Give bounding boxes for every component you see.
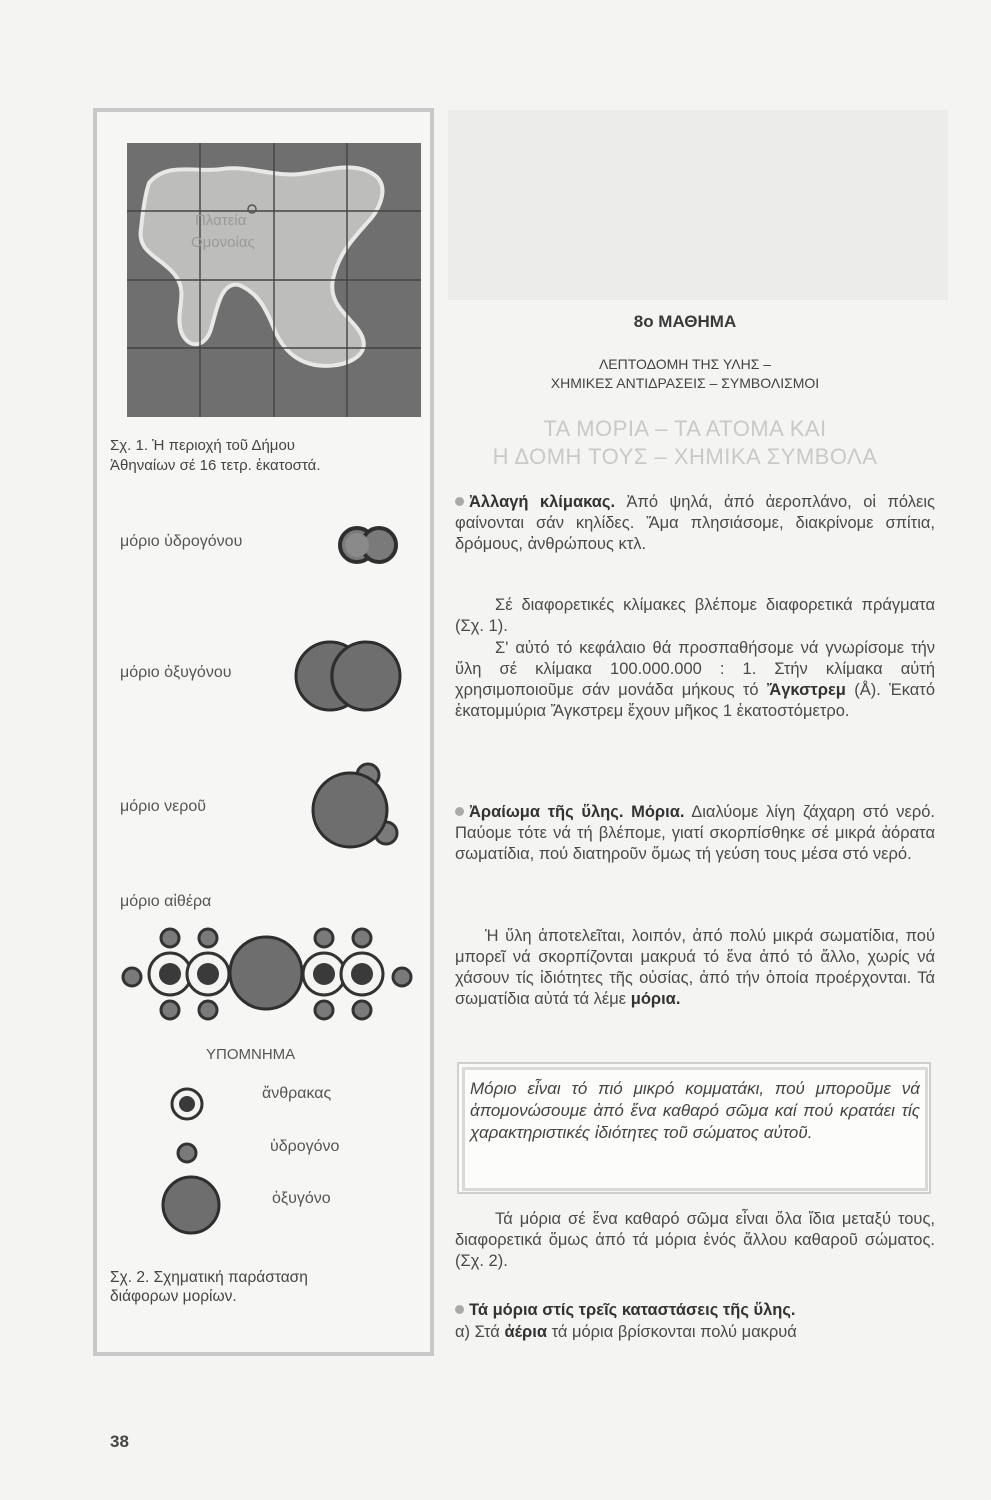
pure-substance-paragraph: Τά μόρια σέ ἕνα καθαρό σῶμα εἶναι ὅλα ἴδια μεταξύ τους, διαφορετικά ὅμως ἀπό τά μόρια ἑνός ἄλλου καθαροῦ σώματος. (Σχ. 2).	[455, 1210, 935, 1270]
bullet-icon	[455, 1305, 464, 1314]
definition-text: Μόριο εἶναι τό πιό μικρό κομματάκι, πού μποροῦμε νά ἀπομονώσουμε ἀπό ἕνα καθαρό σῶμα καί πού κρατάει τίς χαρακτηριστικές ἰδιότητες τοῦ σώματος αὐτοῦ.	[470, 1079, 920, 1142]
figure1-caption-line1: Σχ. 1. Ἡ περιοχή τοῦ Δήμου	[110, 437, 295, 454]
carbon-legend-label: ἄνθρακας	[262, 1085, 332, 1102]
states-heading: Τά μόρια στίς τρεῖς καταστάσεις τῆς ὕλης.	[469, 1301, 796, 1319]
figure1-caption-line2: Ἀθηναίων σέ 16 τετρ. ἑκατοστά.	[110, 457, 321, 474]
lesson-number: 8ο ΜΑΘΗΜΑ	[633, 312, 737, 331]
scale-change-paragraph	[455, 492, 935, 555]
dilution-heading: Ἀραίωμα τῆς ὕλης. Μόρια.	[469, 803, 685, 821]
water-molecule-diagram	[308, 755, 408, 855]
ether-molecule-diagram	[110, 925, 420, 1025]
states-of-matter-paragraph	[455, 1300, 935, 1321]
lesson-subtitle-line1: ΛΕΠΤΟΔΟΜΗ ΤΗΣ ΥΛΗΣ –	[598, 356, 772, 372]
dilution-text: Διαλύομε λίγη ζάχαρη στό νερό. Παύομε τότε νά τή βλέπομε, γιατί σκορπίσθηκε σέ μικρά ἀόρατα σωματίδια, πού διατηροῦν ὅμως τή γεύση τους μέσα στό νερό.	[455, 803, 935, 863]
page-number: 38	[110, 1432, 129, 1451]
matter-text: Ἡ ὕλη ἀποτελεῖται, λοιπόν, ἀπό πολύ μικρά σωματίδια, πού μπορεῖ νά σκορπίζονται μακρυά τό ἕνα ἀπό τό ἄλλο, χωρίς νά χάσουν τίς ἰδιότητες τῆς οὐσίας, ἀπό τήν ὁποία προέρχονται. Τά σωματίδια αὐτά τά λέμε	[455, 927, 935, 1008]
gases-text-b: τά μόρια βρίσκονται πολύ μακρυά	[551, 1323, 797, 1341]
faded-background-area	[448, 110, 948, 300]
molecules-term: μόρια.	[630, 990, 681, 1008]
scale-paragraph-3	[455, 638, 935, 722]
dilution-paragraph	[455, 802, 935, 865]
hydrogen-molecule-diagram	[335, 523, 405, 567]
bullet-icon	[455, 497, 464, 506]
ether-molecule-label: μόριο αἰθέρα	[120, 893, 212, 910]
scale-paragraph-3-text-b: (Å). Ἑκατό ἑκατομμύρια Ἄγκστρεμ ἔχουν μῆκος 1 ἑκατοστόμετρο.	[455, 681, 935, 720]
scale-paragraph-3-text-a: Σ' αὐτό τό κεφάλαιο θά προσπαθήσομε νά γνωρίσομε τήν ὕλη σέ κλίμακα 100.000.000 : 1. Στήν κλίμακα αὐτή χρησιμοποιοῦμε σάν μονάδα μήκους τό	[455, 639, 935, 699]
oxygen-legend-label: ὀξυγόνο	[272, 1190, 331, 1207]
legend-title: ΥΠΟΜΝΗΜΑ	[206, 1046, 296, 1063]
matter-paragraph	[455, 926, 935, 1010]
oxygen-legend-icon	[158, 1172, 224, 1238]
athens-map-figure	[127, 143, 421, 417]
bullet-icon	[455, 807, 464, 816]
hydrogen-molecule-label: μόριο ὑδρογόνου	[120, 533, 243, 550]
carbon-legend-icon	[165, 1082, 209, 1126]
figure2-caption-line2: διάφορων μορίων.	[110, 1288, 237, 1305]
oxygen-molecule-label: μόριο ὀξυγόνου	[120, 664, 232, 681]
hydrogen-legend-icon	[172, 1138, 202, 1168]
oxygen-molecule-diagram	[288, 636, 408, 716]
chapter-title-line1: ΤΑ ΜΟΡΙΑ – ΤΑ ΑΤΟΜΑ ΚΑΙ	[543, 416, 827, 441]
scale-paragraph-2: Σέ διαφορετικές κλίμακες βλέπομε διαφορετικά πράγματα (Σχ. 1).	[455, 596, 935, 635]
scale-change-text: Ἀπό ψηλά, ἀπό ἀεροπλάνο, οἱ πόλεις φαίνονται σάν κηλίδες. Ἅμα πλησιάσομε, διακρίνομε σπίτια, δρόμους, ἀνθρώπους κτλ.	[455, 493, 935, 553]
angstrom-term: Ἄγκστρεμ	[766, 681, 846, 699]
scale-change-heading: Ἀλλαγή κλίμακας.	[469, 493, 616, 511]
map-label-1: Πλατεία	[195, 212, 247, 229]
gases-text-a: α) Στά	[455, 1323, 500, 1341]
water-molecule-label: μόριο νεροῦ	[120, 798, 206, 815]
hydrogen-legend-label: ὑδρογόνο	[270, 1138, 340, 1155]
chapter-title-line2: Η ΔΟΜΗ ΤΟΥΣ – ΧΗΜΙΚΑ ΣΥΜΒΟΛΑ	[492, 444, 878, 469]
figure2-caption-line1: Σχ. 2. Σχηματική παράσταση	[110, 1269, 308, 1286]
map-label-2: Ομονοίας	[191, 234, 255, 251]
lesson-subtitle-line2: ΧΗΜΙΚΕΣ ΑΝΤΙΔΡΑΣΕΙΣ – ΣΥΜΒΟΛΙΣΜΟΙ	[550, 375, 820, 391]
gases-term: ἀέρια	[504, 1323, 547, 1341]
gases-paragraph	[455, 1322, 935, 1343]
